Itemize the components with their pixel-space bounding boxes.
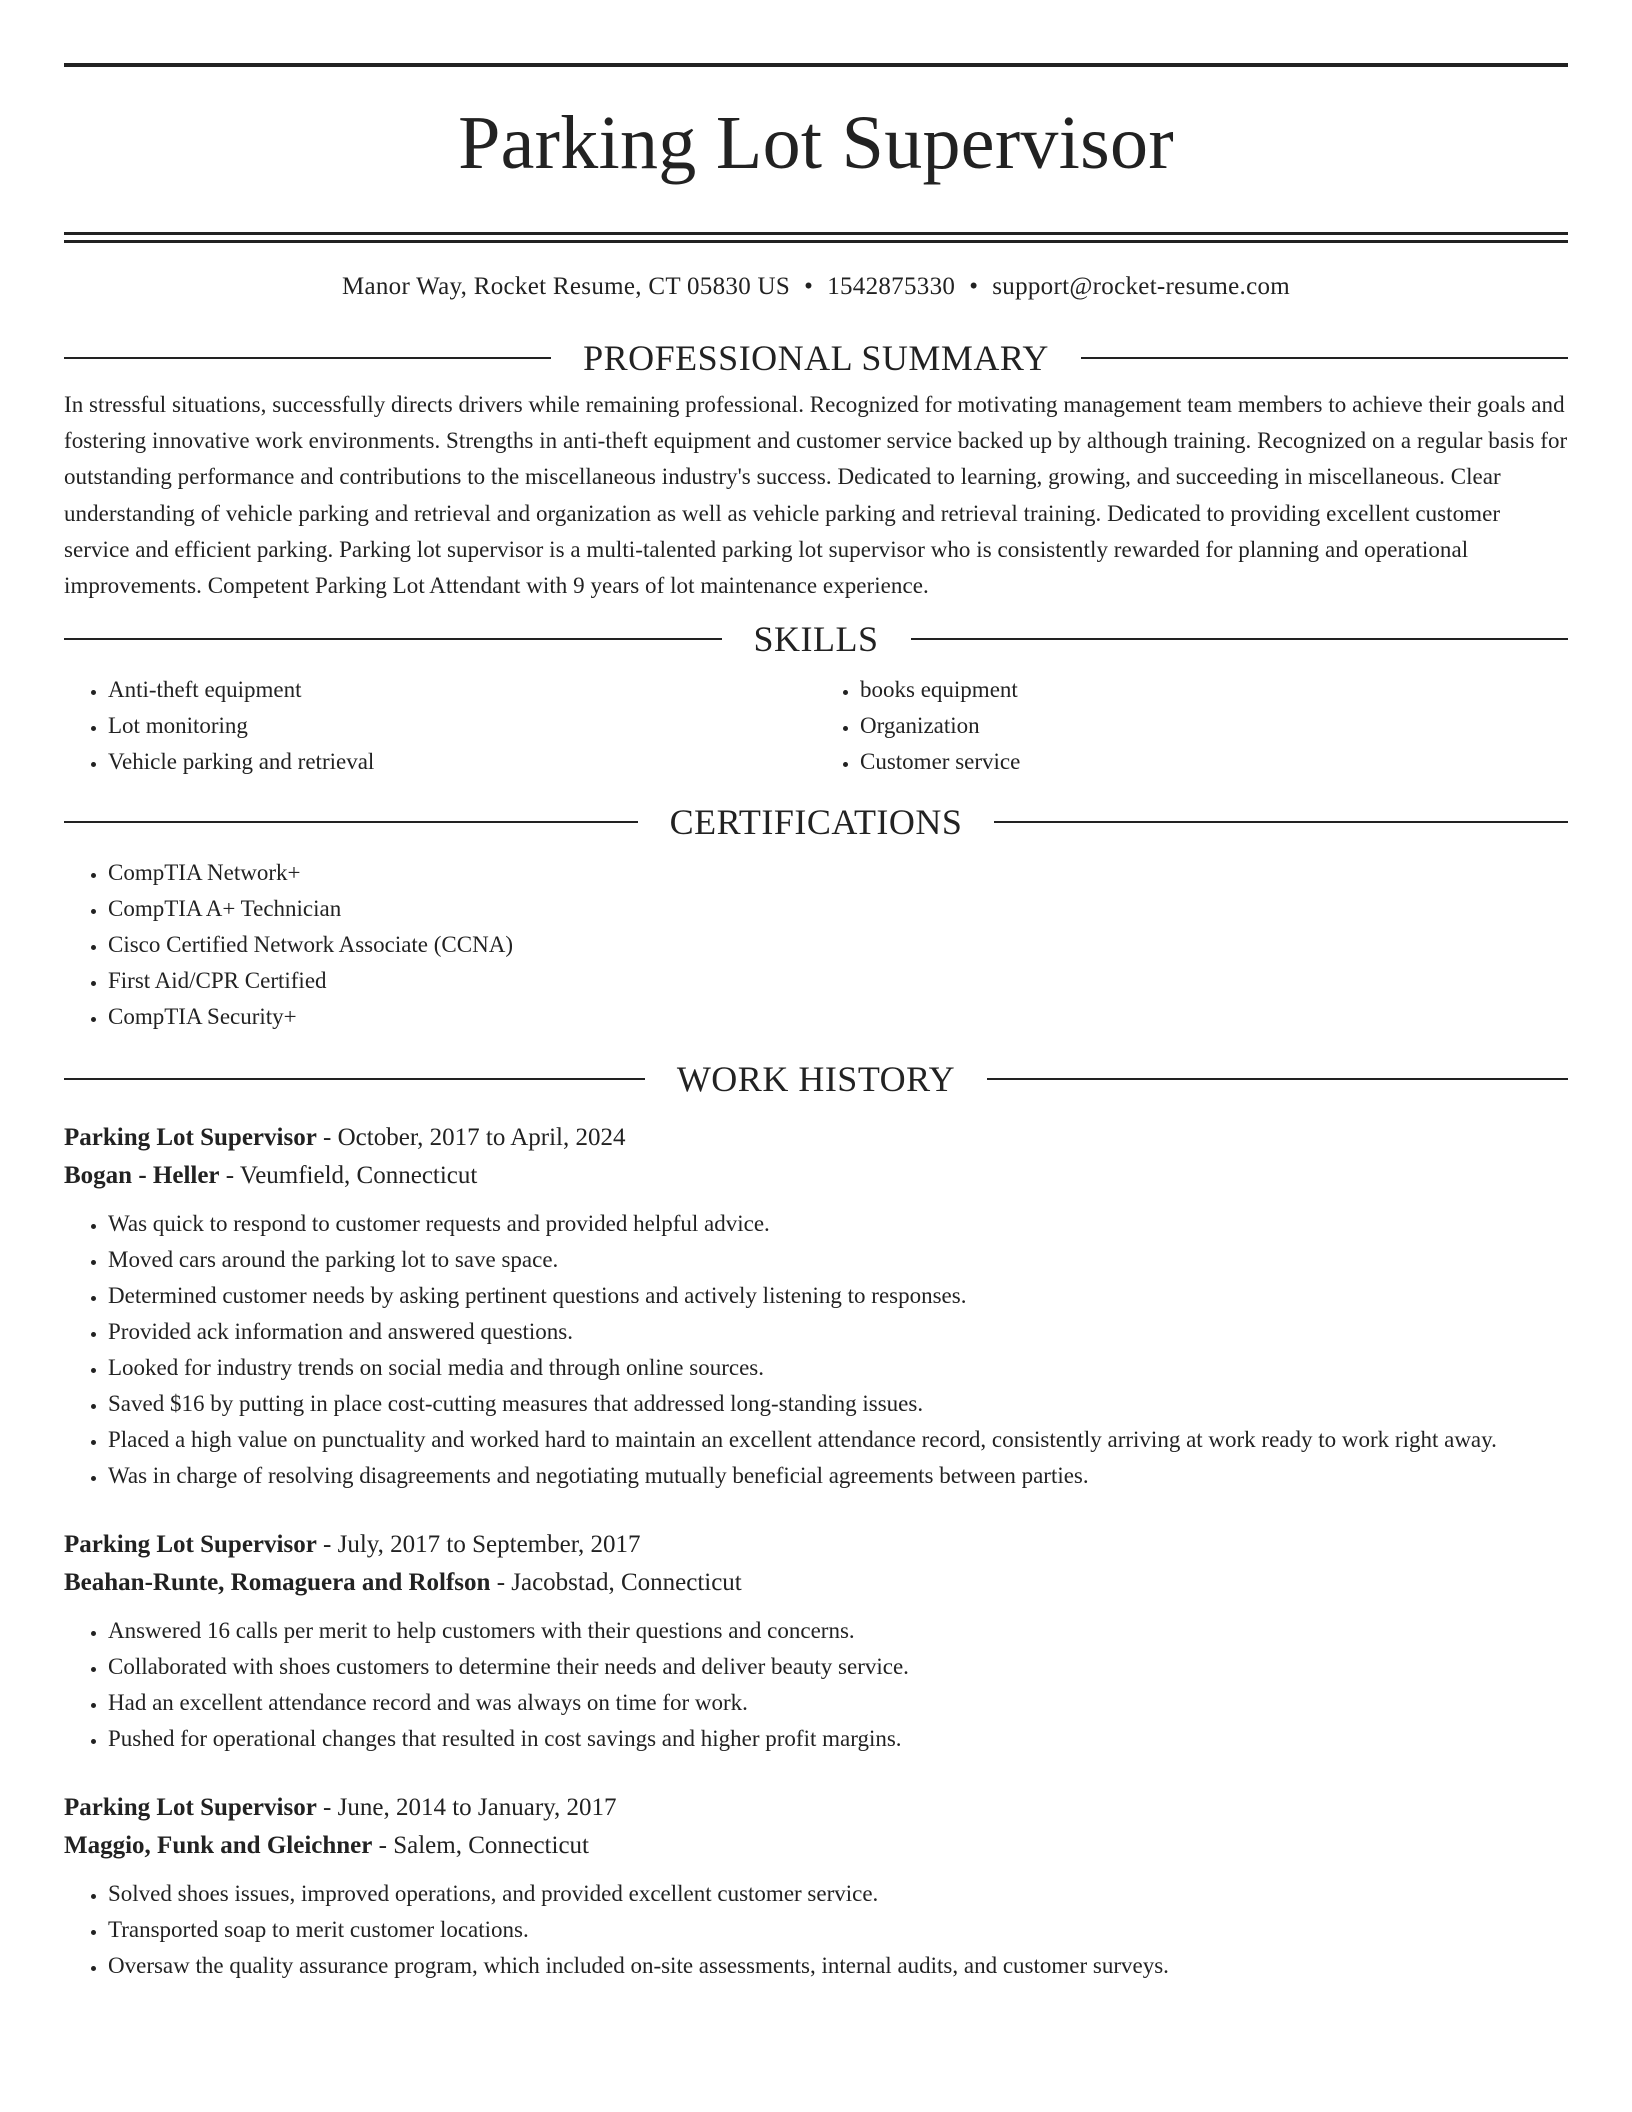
job-company: Maggio, Funk and Gleichner (64, 1832, 373, 1860)
job-bullets (64, 1206, 1568, 1494)
summary-text: In stressful situations, successfully directs drivers while remaining professional. Recognized for motivating management team members to achieve their goals and fostering innovative work environments. Strengths in anti-theft equipment and customer service backed up by although training. Recognized on a regular basis for outstanding performance and contributions to the miscellaneous industry's success. Dedicated to learning, growing, and succeeding in miscellaneous. Clear understanding of vehicle parking and retrieval and organization as well as vehicle parking and retrieval training. Dedicated to providing excellent customer service and efficient parking. Parking lot supervisor is a multi-talented parking lot supervisor who is consistently rewarded for planning and operational improvements. Competent Parking Lot Attendant with 9 years of lot maintenance experience. (64, 391, 1568, 598)
skill-item: • Organization (860, 708, 1568, 744)
job-dates: - June, 2014 to January, 2017 (316, 1794, 617, 1822)
job-company-line (64, 1827, 1568, 1865)
job-bullet: • Oversaw the quality assurance program, which included on-site assessments, internal audits, and customer surveys. (108, 1948, 1568, 1984)
heading-rule (994, 821, 1568, 823)
certification-item: • CompTIA Security+ (108, 999, 1568, 1035)
job-bullet: • Solved shoes issues, improved operations, and provided excellent customer service. (108, 1876, 1568, 1912)
skill-item: • books equipment (860, 672, 1568, 708)
title-double-rule (64, 232, 1568, 243)
job-bullet: • Had an excellent attendance record and was always on time for work. (108, 1685, 1568, 1721)
skills-list-left (64, 672, 816, 780)
job-company-line (64, 1564, 1568, 1602)
certifications-heading (64, 802, 1568, 842)
job-title-line (64, 1526, 1568, 1564)
job-bullet: • Was in charge of resolving disagreements and negotiating mutually beneficial agreements between parties. (108, 1458, 1568, 1494)
job-dates: - July, 2017 to September, 2017 (316, 1531, 641, 1559)
job-bullet: • Collaborated with shoes customers to determine their needs and deliver beauty service. (108, 1649, 1568, 1685)
job-title: Parking Lot Supervisor (64, 1124, 317, 1152)
job-company: Beahan-Runte, Romaguera and Rolfson (64, 1569, 491, 1597)
job-bullet: • Determined customer needs by asking pertinent questions and actively listening to responses. (108, 1278, 1568, 1314)
job-location: - Veumfield, Connecticut (219, 1162, 478, 1190)
job-company-line (64, 1157, 1568, 1195)
contact-email[interactable]: support@rocket-resume.com (992, 272, 1291, 300)
contact-separator: • (969, 272, 979, 300)
heading-rule (64, 638, 722, 640)
skill-item: • Vehicle parking and retrieval (108, 744, 816, 780)
job-bullet: • Transported soap to merit customer locations. (108, 1912, 1568, 1948)
work-history-heading (64, 1059, 1568, 1099)
job-bullets (64, 1613, 1568, 1757)
contact-separator: • (804, 272, 814, 300)
job-title-line (64, 1789, 1568, 1827)
skills-list-right (816, 672, 1568, 780)
job-bullet: • Placed a high value on punctuality and worked hard to maintain an excellent attendance record, consistently arriving at work ready to work right away. (108, 1422, 1568, 1458)
job-bullets (64, 1876, 1568, 1984)
work-history-heading-label: WORK HISTORY (676, 1059, 956, 1100)
job-entry (64, 1789, 1568, 1984)
certification-item: • CompTIA Network+ (108, 855, 1568, 891)
certifications-heading-label: CERTIFICATIONS (669, 802, 963, 843)
skill-item: • Lot monitoring (108, 708, 816, 744)
job-bullet: • Provided ack information and answered questions. (108, 1314, 1568, 1350)
job-entry (64, 1526, 1568, 1757)
job-bullet: • Was quick to respond to customer requests and provided helpful advice. (108, 1206, 1568, 1242)
heading-rule (64, 821, 638, 823)
job-location: - Jacobstad, Connecticut (490, 1569, 742, 1597)
certification-item: • First Aid/CPR Certified (108, 963, 1568, 999)
job-dates: - October, 2017 to April, 2024 (316, 1124, 626, 1152)
contact-address: Manor Way, Rocket Resume, CT 05830 US (341, 272, 791, 300)
job-bullet: • Moved cars around the parking lot to save space. (108, 1242, 1568, 1278)
job-bullet: • Answered 16 calls per merit to help customers with their questions and concerns. (108, 1613, 1568, 1649)
skills-heading-label: SKILLS (753, 619, 879, 660)
job-entry (64, 1119, 1568, 1494)
job-title: Parking Lot Supervisor (64, 1794, 317, 1822)
job-bullet: • Looked for industry trends on social media and through online sources. (108, 1350, 1568, 1386)
contact-phone: 1542875330 (827, 272, 956, 300)
heading-rule (987, 1078, 1568, 1080)
heading-rule (64, 357, 551, 359)
summary-heading-label: PROFESSIONAL SUMMARY (583, 337, 1049, 378)
heading-rule (1081, 357, 1568, 359)
certifications-list (64, 855, 1568, 1035)
skills-heading (64, 619, 1568, 659)
heading-rule (64, 1078, 645, 1080)
summary-heading (64, 338, 1568, 378)
skill-item: • Customer service (860, 744, 1568, 780)
skill-item: • Anti-theft equipment (108, 672, 816, 708)
contact-line (64, 271, 1568, 303)
top-rule (64, 63, 1568, 67)
job-company: Bogan - Heller (64, 1162, 220, 1190)
heading-rule (911, 638, 1569, 640)
resume-title: Parking Lot Supervisor (458, 101, 1174, 185)
job-title: Parking Lot Supervisor (64, 1531, 317, 1559)
certification-item: • Cisco Certified Network Associate (CCNA) (108, 927, 1568, 963)
job-bullet: • Pushed for operational changes that resulted in cost savings and higher profit margins. (108, 1721, 1568, 1757)
certification-item: • CompTIA A+ Technician (108, 891, 1568, 927)
job-location: - Salem, Connecticut (372, 1832, 589, 1860)
job-bullet: • Saved $16 by putting in place cost-cutting measures that addressed long-standing issues. (108, 1386, 1568, 1422)
job-title-line (64, 1119, 1568, 1157)
skills-grid (64, 672, 1568, 780)
